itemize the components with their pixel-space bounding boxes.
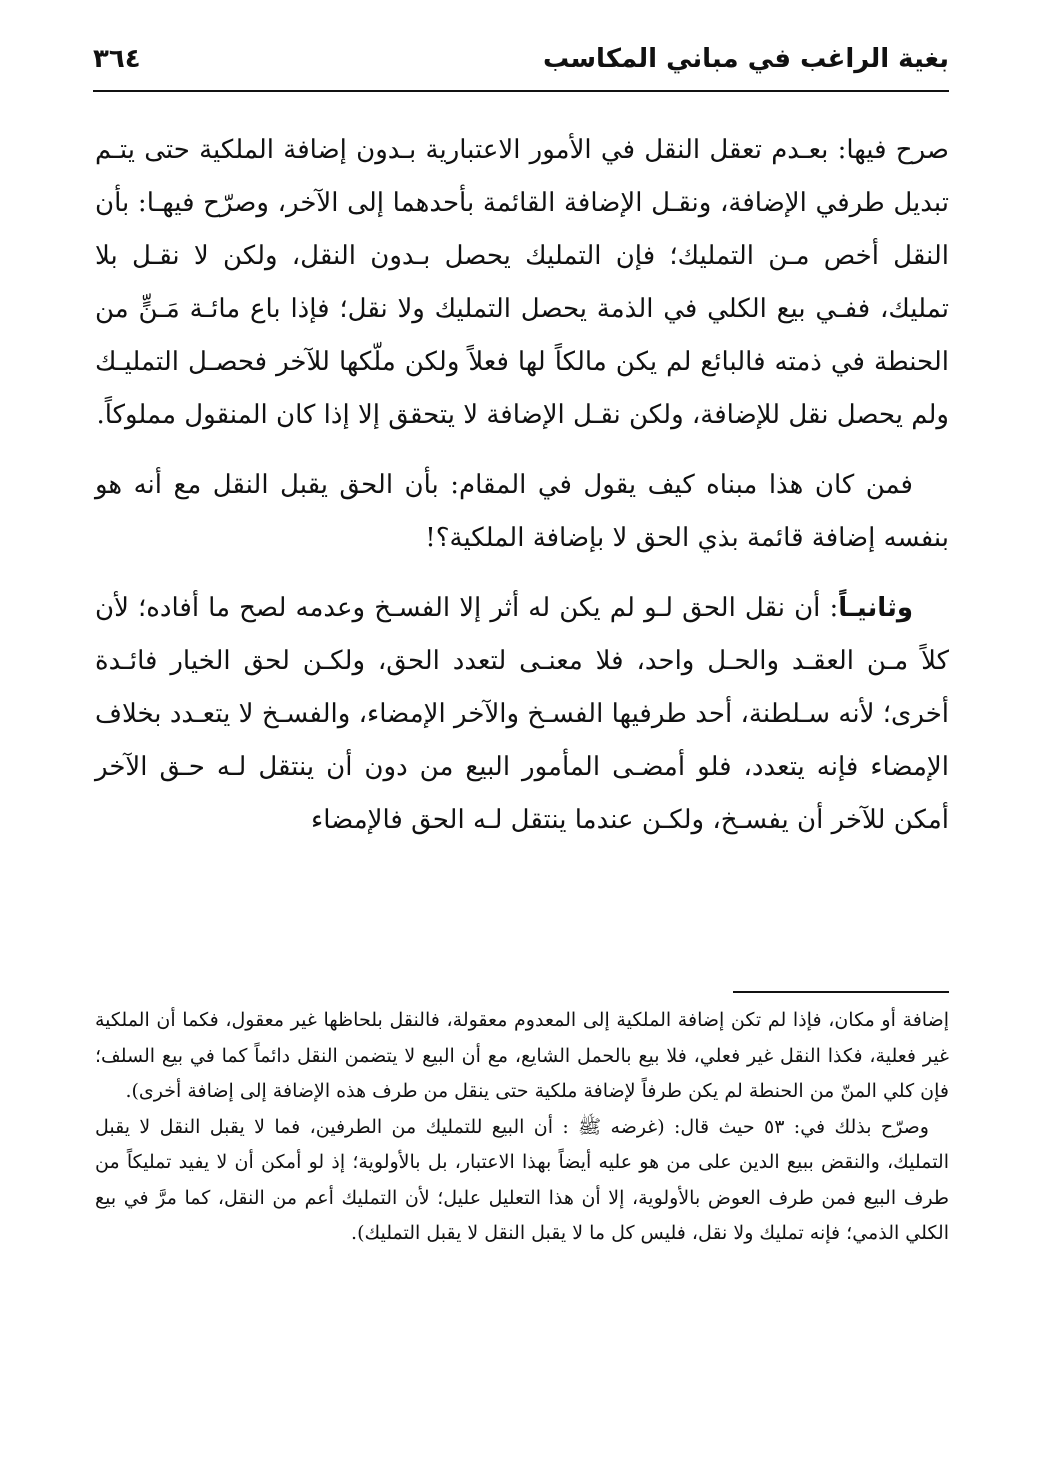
footnote-2: وصرّح بذلك في: ٥٣ حيث قال: (غرضه ﷺ : أن البيع للتمليك من الطرفين، فما لا يقبل النقل لا يقبل التمليك، والنقض ببيع الدين على من هو عليه أيضاً بهذا الاعتبار، بل بالأولوية؛ إذ لو أمكن أن لا يفيد تمليكاً من طرف البيع فمن طرف العوض بالأولوية، إلا أن هذا التعليل عليل؛ لأن التمليك أعم من النقل، كما مرَّ في بيع الكلي الذمي؛ فإنه تمليك ولا نقل، فليس كل ما لا يقبل النقل لا يقبل التمليك).	[95, 1115, 949, 1244]
paragraph-3-lead: وثانيـاً	[838, 593, 913, 623]
footnote-1: إضافة أو مكان، فإذا لم تكن إضافة الملكية إلى المعدوم معقولة، فالنقل بلحاظها غير معقول، فكما أن الملكية غير فعلية، فكذا النقل غير فعلي، فلا بيع بالحمل الشايع، مع أن البيع لا يتضمن النقل دائماً كما في بيع السلف؛ فإن كلي المنّ من الحنطة لم يكن طرفاً لإضافة ملكية حتى ينقل من طرف هذه الإضافة إلى إضافة أخرى).	[95, 1009, 949, 1102]
header-divider	[93, 90, 949, 92]
footnote-divider	[733, 991, 949, 993]
footnotes	[95, 1003, 949, 1252]
page-number: ٣٦٤	[93, 44, 141, 74]
page-header	[93, 36, 949, 82]
paragraph-1: صرح فيها: بعـدم تعقل النقل في الأمور الاعتبارية بـدون إضافة الملكية حتى يتـم تبديل طرفي الإضافة، ونقـل الإضافة القائمة بأحدهما إلى الآخر، وصرّح فيهـا: بأن النقل أخص مـن التمليك؛ فإن التمليك يحصل بـدون النقل، ولكن لا نقـل بلا تمليك، ففـي بيع الكلي في الذمة يحصل التمليك ولا نقل؛ فإذا باع مائـة مَـنٍّ من الحنطة في ذمته فالبائع لم يكن مالكاً لها فعلاً ولكن ملّكها للآخر فحصـل التمليـك ولم يحصل نقل للإضافة، ولكن نقـل الإضافة لا يتحقق إلا إذا كان المنقول مملوكاً.	[95, 135, 949, 430]
main-text	[95, 124, 949, 864]
paragraph-2: فمن كان هذا مبناه كيف يقول في المقام: بأن الحق يقبل النقل مع أنه هو بنفسه إضافة قائمة بذي الحق لا بإضافة الملكية؟!	[95, 470, 949, 553]
book-title: بغية الراغب في مباني المكاسب	[542, 44, 949, 74]
paragraph-3	[95, 582, 949, 847]
paragraph-3-text: : أن نقل الحق لـو لم يكن له أثر إلا الفسـخ وعدمه لصح ما أفاده؛ لأن كلاً مـن العقـد والحـل واحد، فلا معنـى لتعدد الحق، ولكـن لحق الخيار فائـدة أخرى؛ لأنه سـلطنة، أحد طرفيها الفسـخ والآخر الإمضاء، والفسـخ لا يتعـدد بخلاف الإمضاء فإنه يتعدد، فلو أمضـى المأمور البيع من دون أن ينتقل لـه حـق الآخر أمكن للآخر أن يفسـخ، ولكـن عندما ينتقل لـه الحق فالإمضاء	[95, 593, 949, 835]
